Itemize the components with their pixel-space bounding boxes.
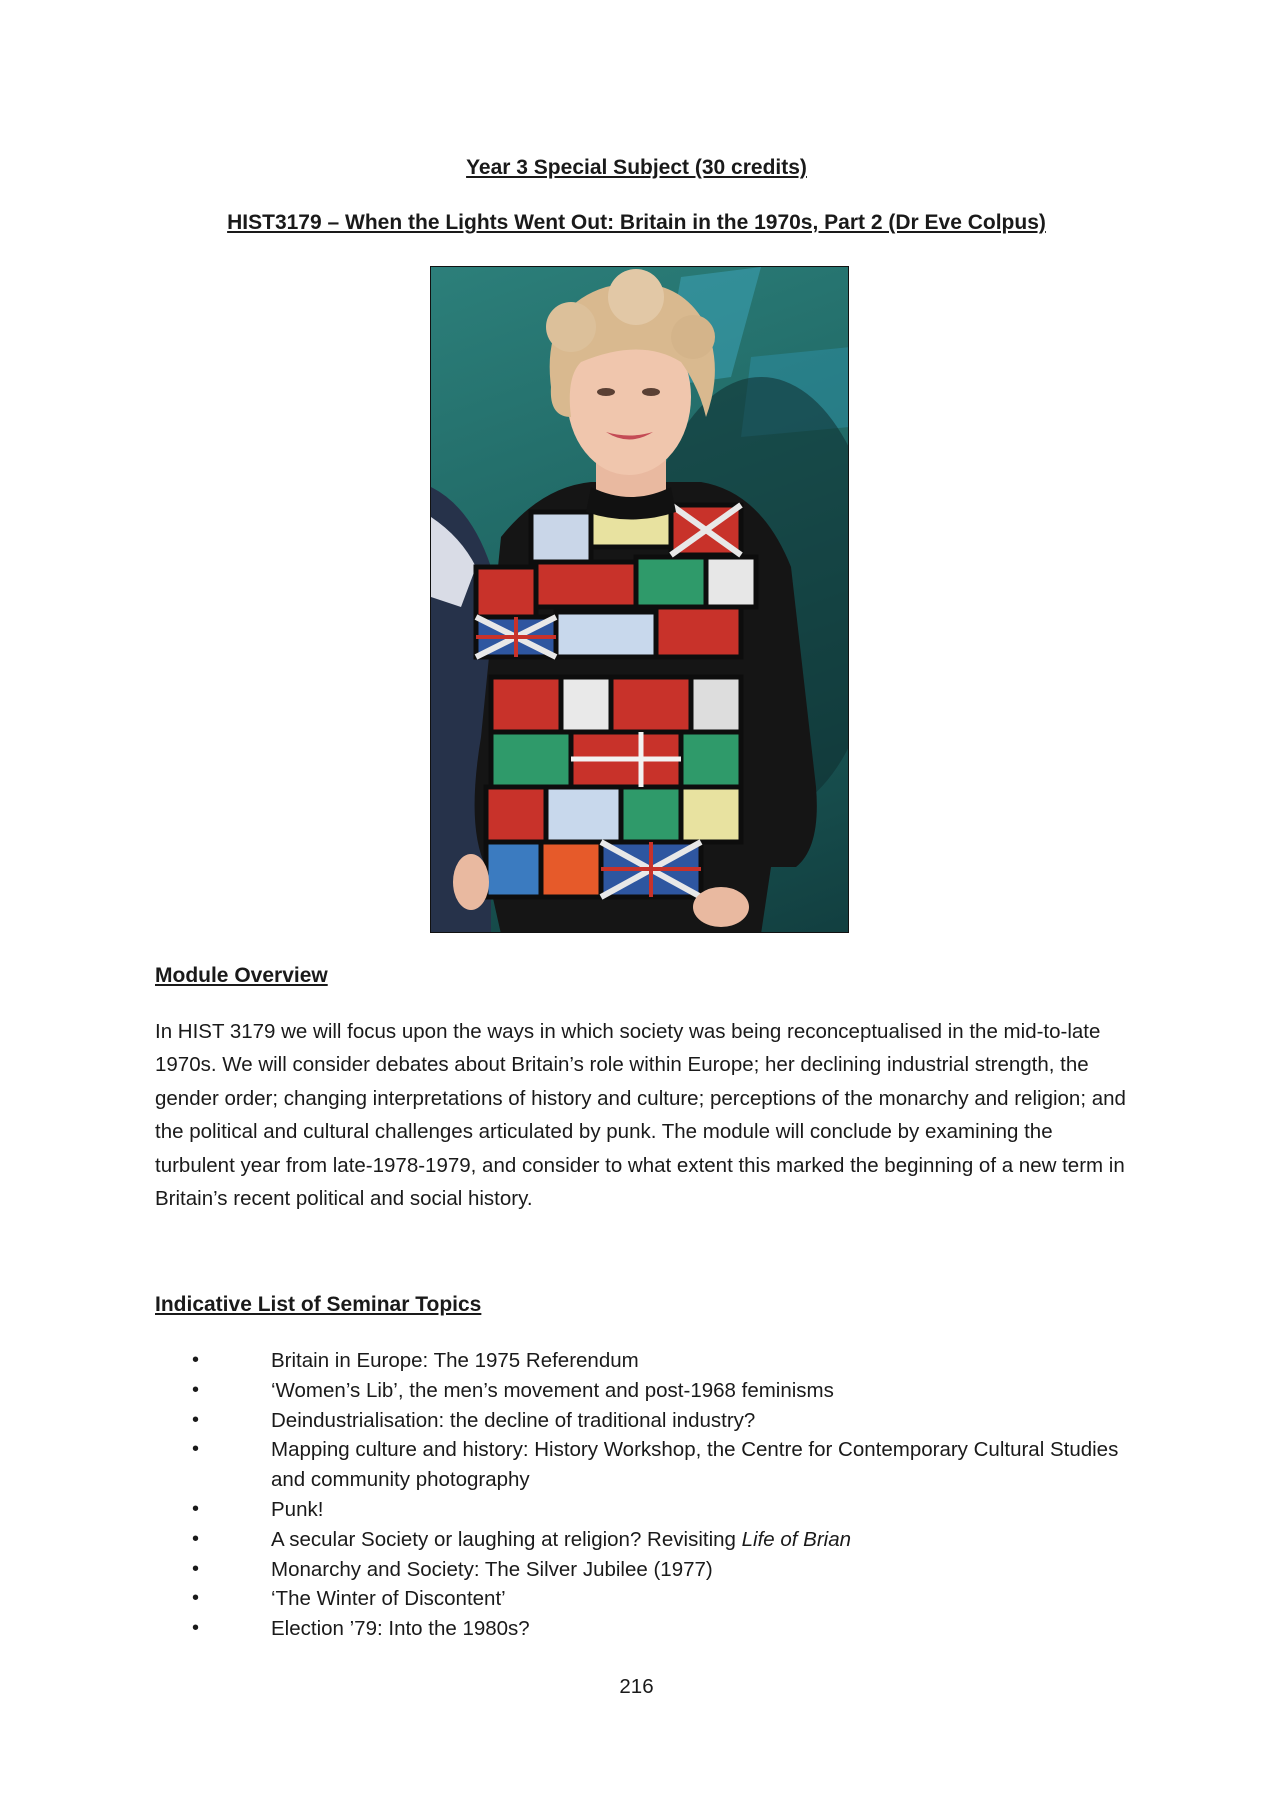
bullet-icon: • (192, 1378, 200, 1401)
list-item: • Punk! (155, 1495, 1135, 1525)
page-number: 216 (619, 1675, 654, 1698)
module-title: HIST3179 – When the Lights Went Out: Britain in the 1970s, Part 2 (Dr Eve Colpus) (227, 211, 1046, 234)
bullet-icon: • (192, 1557, 200, 1580)
bullet-icon: • (192, 1617, 200, 1640)
bullet-icon: • (192, 1527, 200, 1550)
list-item: • Mapping culture and history: History Workshop, the Centre for Contemporary Cultural Studies and community photography (155, 1435, 1135, 1495)
list-item: • ‘Women’s Lib’, the men’s movement and post-1968 feminisms (155, 1376, 1135, 1406)
seminar-topics-heading: Indicative List of Seminar Topics (155, 1293, 482, 1316)
list-item: • A secular Society or laughing at religion? Revisiting Life of Brian (155, 1525, 1135, 1555)
film-title: Life of Brian (741, 1527, 852, 1551)
seminar-topics-list (155, 1346, 1135, 1644)
module-overview-text: In HIST 3179 we will focus upon the ways in which society was being reconceptualised in the mid-to-late 1970s. We will consider debates about Britain’s role within Europe; her declining industrial strength, the gender order; changing interpretations of history and culture; perceptions of the monarchy and religion; and the political and cultural challenges articulated by punk. The module will conclude by examining the turbulent year from late-1978-1979, and consider to what extent this marked the beginning of a new term in Britain’s recent political and social history. (155, 1020, 1126, 1211)
list-item: • Election ’79: Into the 1980s? (155, 1614, 1135, 1644)
list-item: • Britain in Europe: The 1975 Referendum (155, 1346, 1135, 1376)
module-photo (430, 266, 849, 933)
photo-illustration (431, 267, 849, 933)
bullet-icon: • (192, 1438, 200, 1461)
bullet-icon: • (192, 1587, 200, 1610)
module-credit-title: Year 3 Special Subject (30 credits) (466, 156, 807, 179)
list-item: • Monarchy and Society: The Silver Jubilee (1977) (155, 1555, 1135, 1585)
bullet-icon: • (192, 1497, 200, 1520)
bullet-icon: • (192, 1349, 200, 1371)
module-overview-heading: Module Overview (155, 964, 328, 987)
list-item: • Deindustrialisation: the decline of traditional industry? (155, 1406, 1135, 1436)
bullet-icon: • (192, 1408, 200, 1431)
list-item: • ‘The Winter of Discontent’ (155, 1584, 1135, 1614)
